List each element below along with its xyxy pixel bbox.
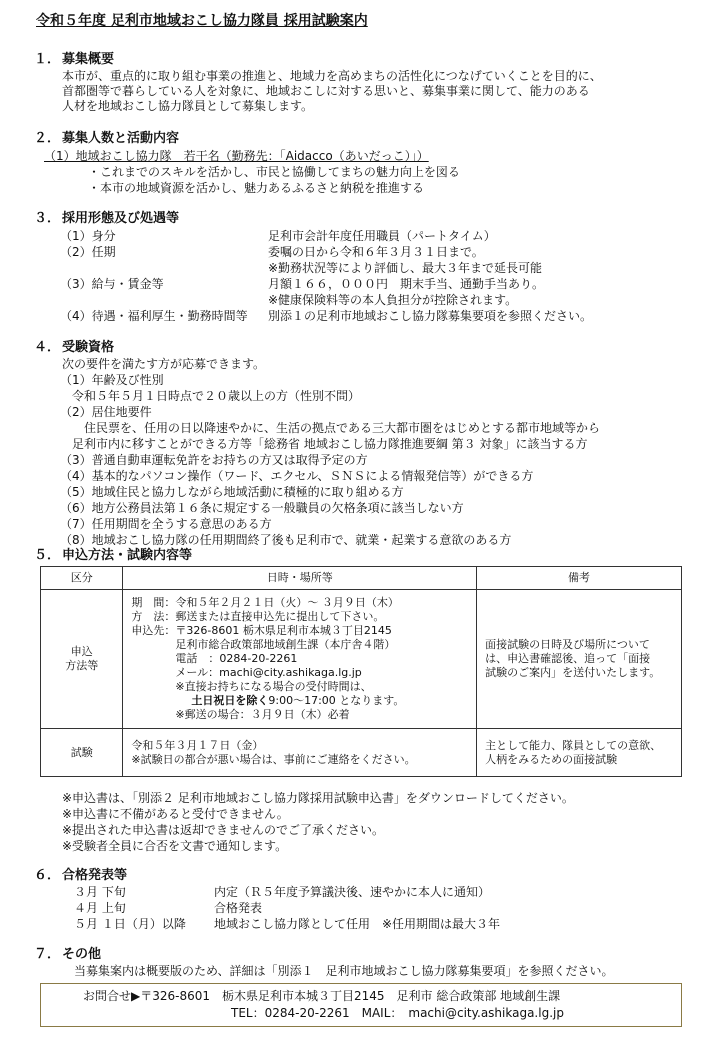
eligibility-detail: 足利市内に移すことができる方等「総務省 地域おこし協力隊推進要綱 第３ 対象」に該当する方	[72, 437, 588, 451]
treatment-label: （1）身分	[60, 229, 116, 243]
eligibility-detail: 住民票を、任用の日以降速やかに、生活の拠点である三大都市圏をはじめとする都市地域等から	[84, 421, 601, 435]
section-4-heading	[34, 340, 114, 355]
table-header: 日時・場所等	[123, 567, 477, 590]
eligibility-item: （3）普通自動車運転免許をお持ちの方又は取得予定の方	[60, 453, 368, 467]
note-line: 面接試験の日時及び場所について	[485, 638, 650, 651]
section-number: ２．	[34, 131, 61, 146]
reception-hours-line	[131, 694, 468, 708]
treatment-value: 委嘱の日から令和６年３月３１日まで。	[268, 245, 484, 259]
eligibility-item: （8）地域おこし協力隊の任用期間終了後も足利市で、就業・起業する意欲のある方	[60, 533, 512, 547]
document-title: 令和５年度 足利市地域おこし協力隊員 採用試験案内	[36, 13, 368, 29]
schedule-date: ５月 １日（月）以降	[74, 917, 186, 931]
detail-line: 期 間：令和５年２月２１日（火）～ ３月９日（木）	[131, 596, 399, 609]
section-2-subheading: （1）地域おこし協力隊 若干名（勤務先：「Aidacco（あいだっこ）」）	[44, 149, 429, 163]
schedule-date: ３月 下旬	[74, 885, 126, 899]
section-title: 採用形態及び処遇等	[62, 211, 180, 226]
table-row	[41, 729, 682, 777]
application-notes	[477, 590, 682, 729]
note-line: 主として能力、隊員としての意欲、	[485, 738, 662, 752]
section-number: １．	[34, 52, 61, 67]
application-note: ※受験者全員に合否を文書で通知します。	[62, 839, 288, 853]
table-header: 区分	[41, 567, 123, 590]
exam-details	[123, 729, 477, 777]
application-note: ※申込書に不備があると受付できません。	[62, 807, 289, 821]
detail-line: 足利市総合政策部地域創生課（本庁舎４階）	[131, 638, 396, 651]
section-1-text-1: 本市が、重点的に取り組む事業の推進と、地域力を高めまちの活性化につなげていくことを目的に、	[62, 69, 602, 83]
treatment-label: （3）給与・賃金等	[60, 277, 164, 291]
section-2-bullet-2: ・本市の地域資源を活かし、魅力あるふるさと納税を推進する	[88, 181, 425, 195]
schedule-event: 地域おこし協力隊として任用 ※任用期間は最大３年	[214, 917, 501, 931]
detail-line: 方 法：郵送または直接申込先に提出して下さい。	[131, 610, 385, 623]
other-note: 当募集案内は概要版のため、詳細は「別添１ 足利市地域おこし協力隊募集要項」を参照ください。	[74, 964, 614, 978]
table-row	[41, 590, 682, 729]
contact-tel-mail: TEL：0284-20-2261 MAIL： machi@city.ashikaga.lg.jp	[231, 1006, 564, 1020]
treatment-value: 別添１の足利市地域おこし協力隊募集要項を参照ください。	[268, 309, 593, 323]
section-1-text-3: 人材を地域おこし協力隊員として募集します。	[62, 99, 314, 113]
section-number: ７．	[34, 947, 61, 962]
eligibility-item: （5）地域住民と協力しながら地域活動に積極的に取り組める方	[60, 485, 404, 499]
section-title: 募集人数と活動内容	[62, 131, 180, 146]
contact-address: お問合せ▶〒326-8601 栃木県足利市本城３丁目2145 足利市 総合政策部 地域創生課	[83, 989, 561, 1003]
application-table	[40, 566, 682, 777]
detail-line: ※直接お持ちになる場合の受付時間は、	[131, 680, 372, 693]
row-label-line: 申込	[70, 645, 93, 658]
detail-line: 申込先：〒326-8601 栃木県足利市本城３丁目2145	[131, 624, 392, 637]
section-title: 合格発表等	[62, 868, 128, 883]
section-title: 募集概要	[62, 52, 115, 67]
section-7-heading	[34, 947, 101, 962]
eligibility-item: （2）居住地要件	[60, 405, 152, 419]
row-label: 試験	[41, 729, 123, 777]
section-3-heading	[34, 211, 179, 226]
schedule-event: 合格発表	[214, 901, 263, 915]
eligibility-detail: 令和５年５月１日時点で２０歳以上の方（性別不問）	[72, 389, 361, 403]
eligibility-intro: 次の要件を満たす方が応募できます。	[62, 357, 266, 371]
section-1-heading	[34, 52, 114, 67]
section-title: 申込方法・試験内容等	[62, 548, 193, 563]
treatment-value: 月額１６６，０００円 期末手当、通勤手当あり。	[268, 277, 545, 291]
treatment-note: ※勤務状況等により評価し、最大３年まで延長可能	[268, 261, 543, 275]
detail-line: ※郵送の場合：３月９日（木）必着	[131, 708, 350, 721]
section-number: ５．	[34, 548, 61, 563]
note-line: は、申込書確認後、追って「面接	[485, 652, 651, 665]
schedule-event: 内定（Ｒ５年度予算議決後、速やかに本人に通知）	[214, 885, 491, 899]
application-note: ※提出された申込書は返却できませんのでご了承ください。	[62, 823, 385, 837]
detail-line: ※試験日の都合が悪い場合は、事前にご連絡をください。	[131, 752, 416, 766]
reception-hours-rest: 9:00～17:00 となります。	[268, 694, 405, 707]
exam-notes	[477, 729, 682, 777]
application-note: ※申込書は、「別添２ 足利市地域おこし協力隊採用試験申込書」をダウンロードしてください。	[62, 791, 574, 805]
contact-box	[40, 983, 682, 1027]
section-number: ４．	[34, 340, 61, 355]
section-number: ３．	[34, 211, 61, 226]
detail-line: 電話 ：0284-20-2261	[131, 652, 298, 665]
section-2-bullet-1: ・これまでのスキルを活かし、市民と協働してまちの魅力向上を図る	[88, 165, 460, 179]
note-line: 試験のご案内」を送付いたします。	[485, 666, 661, 679]
treatment-note: ※健康保険料等の本人負担分が控除されます。	[268, 293, 518, 307]
schedule-date: ４月 上旬	[74, 901, 126, 915]
eligibility-item: （7）任用期間を全うする意思のある方	[60, 517, 272, 531]
table-header-row	[41, 567, 682, 590]
treatment-label: （2）任期	[60, 245, 116, 259]
row-label-line: 方法等	[65, 659, 99, 672]
reception-hours-bold: 土日祝日を除く	[191, 694, 269, 707]
section-title: 受験資格	[62, 340, 115, 355]
treatment-label: （4）待遇・福利厚生・勤務時間等	[60, 309, 248, 323]
email-line: メール：machi@city.ashikaga.lg.jp	[131, 666, 362, 679]
eligibility-item: （6）地方公務員法第１６条に規定する一般職員の欠格条項に該当しない方	[60, 501, 464, 515]
section-1-text-2: 首都圏等で暮らしている人を対象に、地域おこしに対する思いと、募集事業に関して、能力のある	[62, 84, 590, 98]
note-line: 人柄をみるための面接試験	[485, 752, 618, 766]
application-details	[123, 590, 477, 729]
table-header: 備考	[477, 567, 682, 590]
section-2-heading	[34, 131, 179, 146]
treatment-value: 足利市会計年度任用職員（パートタイム）	[268, 229, 496, 243]
section-number: ６．	[34, 868, 61, 883]
eligibility-item: （1）年齢及び性別	[60, 373, 164, 387]
section-title: その他	[62, 947, 102, 962]
detail-line: 令和５年３月１７日（金）	[131, 738, 264, 752]
eligibility-item: （4）基本的なパソコン操作（ワード、エクセル、ＳＮＳによる情報発信等）ができる方	[60, 469, 534, 483]
section-5-heading	[34, 548, 192, 563]
row-label	[41, 590, 123, 729]
section-6-heading	[34, 868, 127, 883]
